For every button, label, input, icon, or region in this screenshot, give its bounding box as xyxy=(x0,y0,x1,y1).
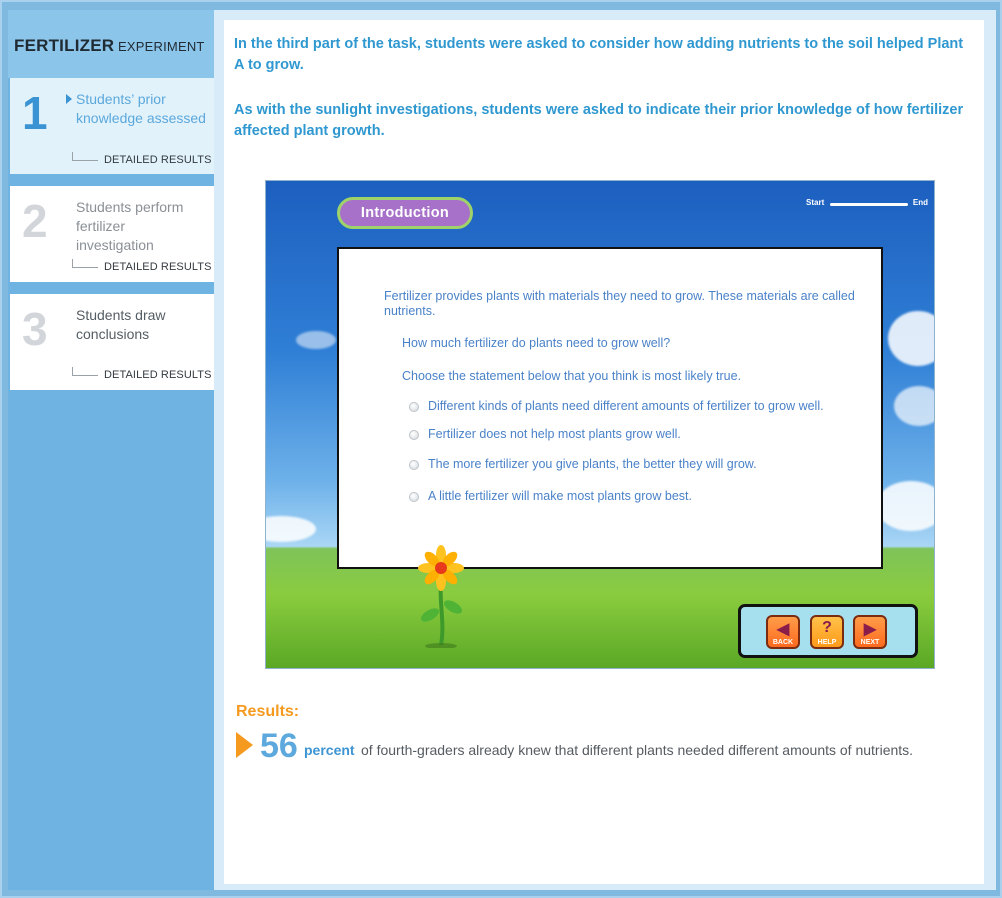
cloud xyxy=(876,481,935,531)
next-button[interactable]: ▶ NEXT xyxy=(853,615,887,649)
cloud xyxy=(894,386,935,426)
content-area xyxy=(224,20,984,884)
instruction-text: Choose the statement below that you think is most likely true. xyxy=(402,369,742,383)
results-arrow-icon xyxy=(236,732,253,758)
flower-icon xyxy=(411,543,471,648)
radio-button[interactable] xyxy=(409,460,419,470)
question-text: How much fertilizer do plants need to grow well? xyxy=(402,336,671,350)
tree-elbow-icon xyxy=(72,367,98,376)
intro-paragraph-1: In the third part of the task, students were asked to consider how adding nutrients to the soil helped Plant A to grow. xyxy=(234,36,964,73)
current-step-arrow-icon xyxy=(66,94,72,104)
step-2[interactable] xyxy=(10,186,214,282)
simulation-window xyxy=(265,180,935,669)
detailed-results-link[interactable]: DETAILED RESULTS xyxy=(72,259,212,277)
step-number: 1 xyxy=(22,87,48,139)
step-label: Students’ prior knowledge assessed xyxy=(76,91,206,126)
help-button[interactable]: ? HELP xyxy=(810,615,844,649)
detailed-results-link[interactable]: DETAILED RESULTS xyxy=(72,152,212,170)
sidebar xyxy=(8,10,214,890)
main-panel xyxy=(214,10,996,890)
question-card: Fertilizer provides plants with materials they need to grow. These materials are called nutrients. How much fertilizer do plants need to grow well? Choose the statement below that you think is most likely true. Different kinds of plants need different amounts of fertilizer to grow well. Fertilizer does not help most plants grow well. The more fertilizer you give plants, the better they will grow. A little fertilizer will make most plants grow best. xyxy=(337,247,883,569)
cloud xyxy=(296,331,336,349)
step-1[interactable] xyxy=(10,78,214,174)
next-arrow-icon: ▶ xyxy=(863,621,877,638)
results-unit: percent xyxy=(304,742,355,758)
cloud xyxy=(888,311,935,366)
progress-bar xyxy=(830,203,908,206)
results-heading: Results: xyxy=(236,703,300,720)
detailed-results-link[interactable]: DETAILED RESULTS xyxy=(72,367,212,385)
intro-paragraph-2: As with the sunlight investigations, students were asked to indicate their prior knowledge of how fertilizer affected plant growth. xyxy=(234,102,964,139)
cloud xyxy=(265,516,316,542)
back-button[interactable]: ◀ BACK xyxy=(766,615,800,649)
step-label: Students draw conclusions xyxy=(76,307,166,342)
radio-button[interactable] xyxy=(409,430,419,440)
results-number: 56 xyxy=(260,727,298,765)
radio-button[interactable] xyxy=(409,492,419,502)
introduction-badge: Introduction xyxy=(337,197,473,229)
step-3[interactable] xyxy=(10,294,214,390)
progress-indicator: Start End xyxy=(806,198,928,207)
tree-elbow-icon xyxy=(72,259,98,268)
step-label: Students perform fertilizer investigation xyxy=(76,199,184,253)
step-number: 2 xyxy=(22,195,48,247)
help-question-icon: ? xyxy=(822,619,832,636)
results-summary xyxy=(236,726,976,766)
radio-button[interactable] xyxy=(409,402,419,412)
results-text: of fourth-graders already knew that different plants needed different amounts of nutrients. xyxy=(361,742,914,758)
back-arrow-icon: ◀ xyxy=(776,621,790,638)
experiment-title: FERTILIZER EXPERIMENT xyxy=(8,10,214,78)
navigation-panel xyxy=(738,604,918,658)
step-number: 3 xyxy=(22,303,48,355)
lead-text: Fertilizer provides plants with materials they need to grow. These materials are called nutrients. xyxy=(384,289,855,318)
tree-elbow-icon xyxy=(72,152,98,161)
